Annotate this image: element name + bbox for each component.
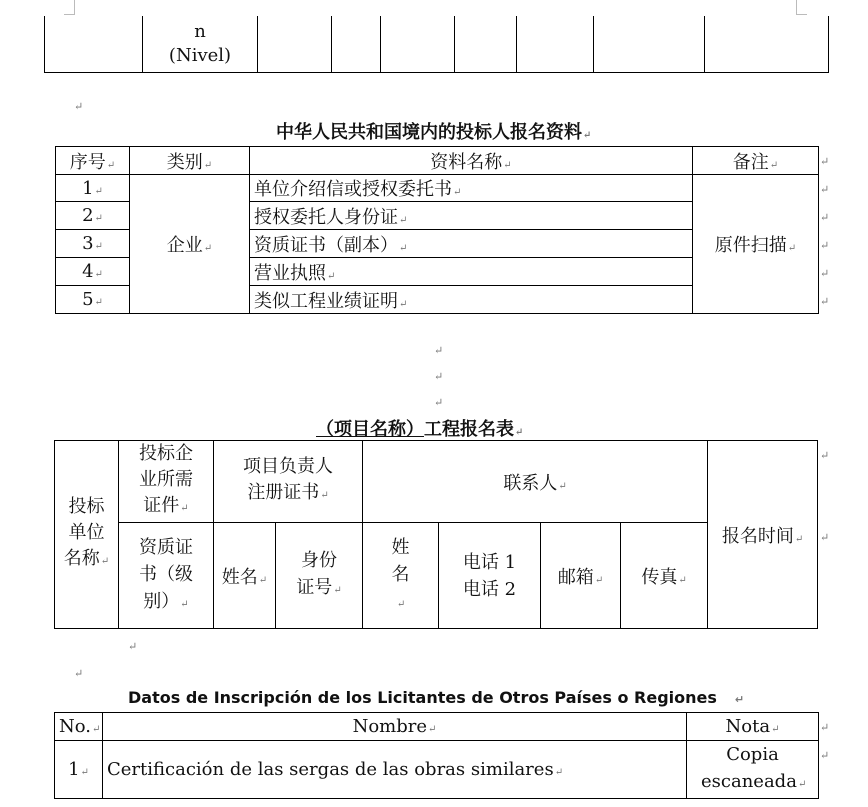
paragraph-mark: ↵ (434, 396, 444, 409)
paragraph-mark: ↵ (434, 370, 444, 383)
header-name: Nombre ↵ (103, 713, 687, 741)
project-registration-table (54, 440, 818, 629)
row-end-mark: ↵ (820, 183, 830, 196)
row-number: 1 ↵ (55, 741, 103, 799)
row-end-mark: ↵ (820, 749, 830, 762)
header-contact-name: 姓名 ↵ (363, 523, 439, 629)
document-name-cell: Certificación de las sergas de las obras similares ↵ (103, 741, 687, 799)
row-end-mark: ↵ (820, 155, 830, 168)
table2-title: （项目名称）工程报名表 ↵ (316, 415, 523, 441)
header-category: 类别 ↵ (130, 147, 250, 175)
header-fax: 传真 ↵ (621, 523, 708, 629)
document-name-cell: 资质证书（副本） ↵ (250, 230, 693, 258)
foreign-bidder-table (54, 712, 819, 799)
row-end-mark: ↵ (820, 267, 830, 280)
header-remark: 备注 ↵ (693, 147, 819, 175)
header-required-certificates: 投标企业所需证件 ↵ (119, 441, 214, 523)
header-email: 邮箱 ↵ (541, 523, 621, 629)
row-end-mark: ↵ (820, 295, 830, 308)
row-number: 4 ↵ (56, 258, 130, 286)
header-qualification-cert: 资质证书（级别） ↵ (119, 523, 214, 629)
page-corner-mark-right (796, 0, 807, 15)
document-name-cell: 授权委托人身份证 ↵ (250, 202, 693, 230)
table3-title: Datos de Inscripción de los Licitantes de Otros Países o Regiones ↵ (128, 688, 745, 707)
row-end-mark: ↵ (820, 239, 830, 252)
domestic-bidder-table (55, 146, 819, 314)
paragraph-mark: ↵ (74, 100, 84, 113)
row-number: 2 ↵ (56, 202, 130, 230)
paragraph-mark: ↵ (434, 344, 444, 357)
document-name-cell: 营业执照 ↵ (250, 258, 693, 286)
header-registration-time: 报名时间 ↵ (708, 441, 818, 629)
document-name-cell: 类似工程业绩证明 ↵ (250, 286, 693, 314)
paragraph-mark: ↵ (74, 667, 84, 680)
top-fragment-table (44, 16, 829, 73)
row-number: 5 ↵ (56, 286, 130, 314)
nivel-cell: n (Nivel) (143, 16, 258, 72)
row-end-mark: ↵ (820, 531, 830, 544)
row-end-mark: ↵ (820, 211, 830, 224)
project-name-placeholder: （项目名称） (316, 419, 424, 440)
header-bidder-unit-name: 投标单位名称 ↵ (55, 441, 119, 629)
header-pm-registration-cert: 项目负责人注册证书 ↵ (214, 441, 363, 523)
paragraph-mark: ↵ (128, 640, 138, 653)
row-end-mark: ↵ (820, 721, 830, 734)
header-id-number: 身份证号 ↵ (276, 523, 363, 629)
table1-title: 中华人民共和国境内的投标人报名资料 ↵ (276, 118, 591, 144)
page-corner-mark-left (64, 0, 75, 15)
document-name-cell: 单位介绍信或授权委托书 ↵ (250, 175, 693, 202)
category-cell: 企业 ↵ (130, 175, 250, 314)
header-contact-person: 联系人 ↵ (363, 441, 708, 523)
header-pm-name: 姓名 ↵ (214, 523, 276, 629)
row-number: 1 ↵ (56, 175, 130, 202)
row-end-mark: ↵ (820, 449, 830, 462)
note-cell: Copia escaneada ↵ (687, 741, 819, 799)
header-note: Nota ↵ (687, 713, 819, 741)
remark-cell: 原件扫描 ↵ (693, 175, 819, 314)
header-serial-no: 序号 ↵ (56, 147, 130, 175)
header-no: No. ↵ (55, 713, 103, 741)
header-document-name: 资料名称 ↵ (250, 147, 693, 175)
header-phone: 电话 1 电话 2 (439, 523, 541, 629)
row-number: 3 ↵ (56, 230, 130, 258)
